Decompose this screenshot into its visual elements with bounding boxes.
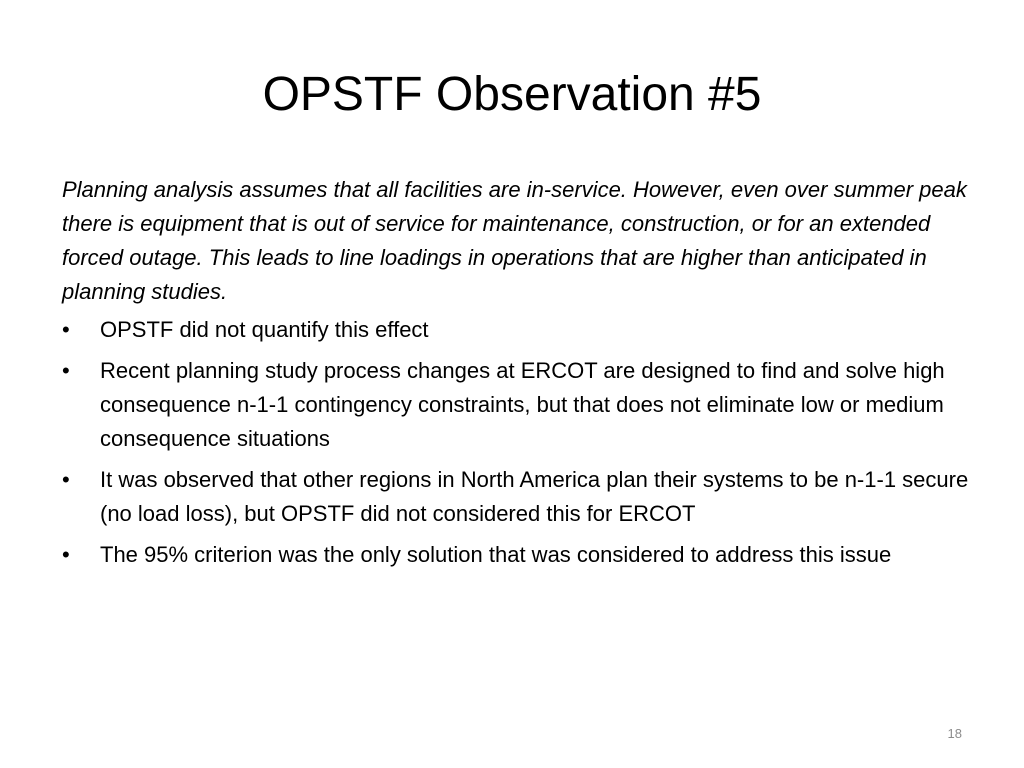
bullet-icon: •: [62, 467, 70, 492]
bullet-list: [62, 313, 972, 572]
bullet-text: OPSTF did not quantify this effect: [100, 317, 429, 342]
bullet-text: Recent planning study process changes at ERCOT are designed to find and solve high consequence n-1-1 contingency constraints, but that does not eliminate low or medium consequence situations: [100, 358, 945, 451]
bullet-item: [62, 463, 972, 531]
bullet-item: [62, 538, 972, 572]
bullet-icon: •: [62, 358, 70, 383]
bullet-icon: •: [62, 317, 70, 342]
bullet-item: [62, 313, 972, 347]
bullet-item: [62, 354, 972, 456]
bullet-icon: •: [62, 542, 70, 567]
bullet-text: The 95% criterion was the only solution that was considered to address this issue: [100, 542, 892, 567]
bullet-text: It was observed that other regions in North America plan their systems to be n-1-1 secure (no load loss), but OPSTF did not considered this for ERCOT: [100, 467, 969, 526]
page-number: 18: [947, 726, 962, 741]
intro-paragraph: Planning analysis assumes that all facilities are in-service. However, even over summer peak there is equipment that is out of service for maintenance, construction, or for an extended forced outage. This leads to line loadings in operations that are higher than anticipated in planning studies.: [62, 177, 967, 304]
slide-title: OPSTF Observation #5: [262, 68, 762, 121]
slide-content: [62, 173, 972, 579]
